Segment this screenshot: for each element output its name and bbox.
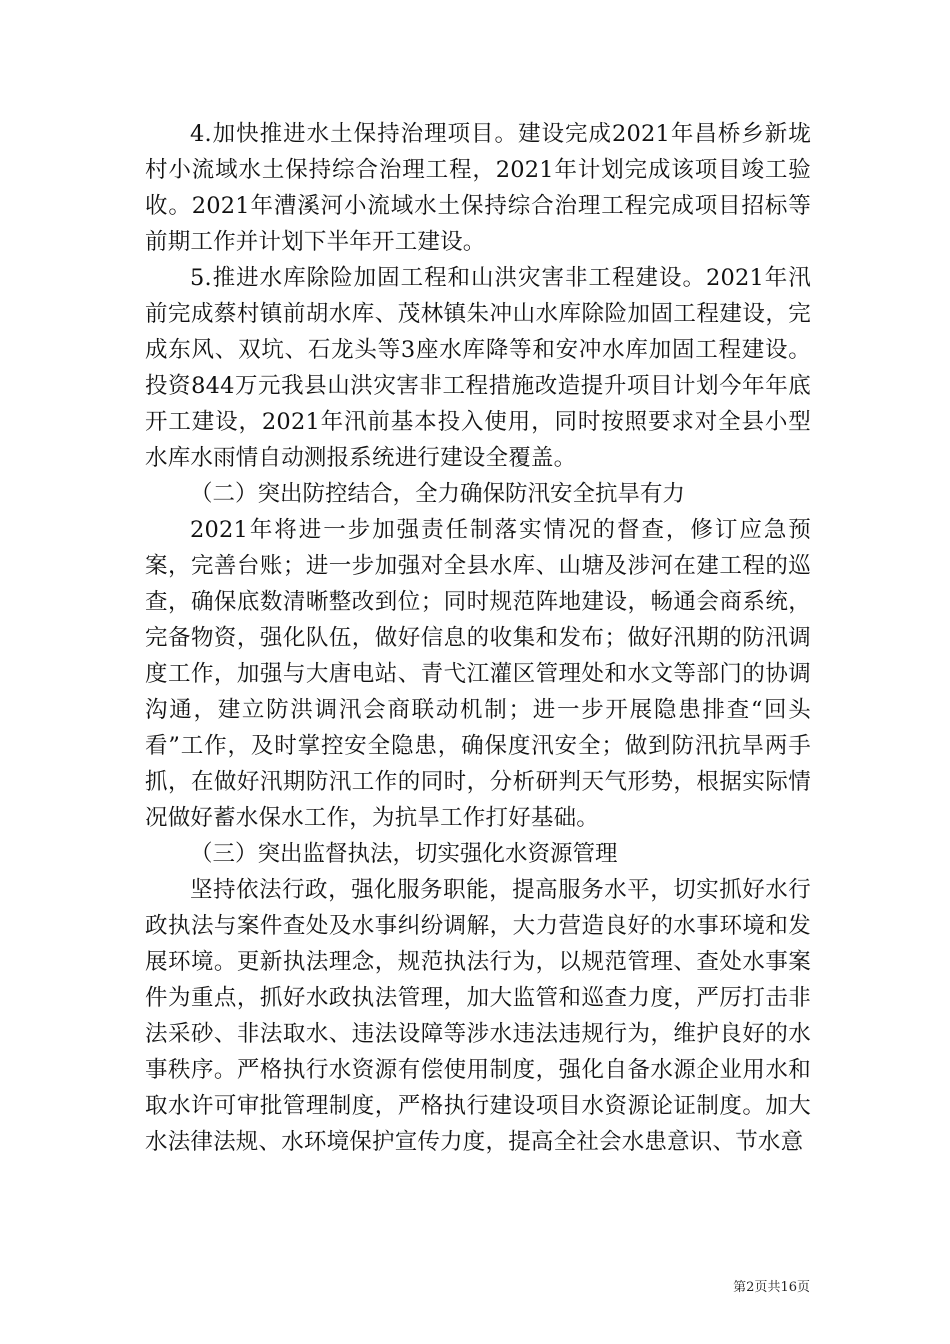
section-heading-3: （三）突出监督执法，切实强化水资源管理 [190,841,618,867]
document-body [145,116,811,1160]
paragraph-water-management: 坚持依法行政，强化服务职能，提高服务水平，切实抓好水行政执法与案件查处及水事纠纷调解，大力营造良好的水事环境和发展环境。更新执法理念，规范执法行为，以规范管理、查处水事案件为重点，抓好水政执法管理，加大监管和巡查力度，严厉打击非法采砂、非法取水、违法设障等涉水违法违规行为，维护良好的水事秩序。严格执行水资源有偿使用制度，强化自备水源企业用水和取水许可审批管理制度，严格执行建设项目水资源论证制度。加大水法律法规、水环境保护宣传力度，提高全社会水患意识、节水意 [145,877,811,1155]
paragraph-flood-control: 2021年将进一步加强责任制落实情况的督查，修订应急预案，完善台账；进一步加强对全县水库、山塘及涉河在建工程的巡查，确保底数清晰整改到位；同时规范阵地建设，畅通会商系统，完备物资，强化队伍，做好信息的收集和发布；做好汛期的防汛调度工作，加强与大唐电站、青弋江灌区管理处和水文等部门的协调沟通，建立防洪调汛会商联动机制；进一步开展隐患排查“回头看”工作，及时掌控安全隐患，确保度汛安全；做到防汛抗旱两手抓，在做好汛期防汛工作的同时，分析研判天气形势，根据实际情况做好蓄水保水工作，为抗旱工作打好基础。 [145,517,811,831]
page-number: 第2页共16页 [733,1280,810,1295]
section-heading-2: （二）突出防控结合，全力确保防汛安全抗旱有力 [190,481,686,507]
paragraph-item-4: 4.加快推进水土保持治理项目。建设完成2021年昌桥乡新垅村小流域水土保持综合治理工程，2021年计划完成该项目竣工验收。2021年漕溪河小流域水土保持综合治理工程完成项目招标等前期工作并计划下半年开工建设。 [145,121,811,255]
paragraph-item-5: 5.推进水库除险加固工程和山洪灾害非工程建设。2021年汛前完成蔡村镇前胡水库、茂林镇朱冲山水库除险加固工程建设，完成东风、双坑、石龙头等3座水库降等和安冲水库加固工程建设。投资844万元我县山洪灾害非工程措施改造提升项目计划今年年底开工建设，2021年汛前基本投入使用，同时按照要求对全县小型水库水雨情自动测报系统进行建设全覆盖。 [145,265,811,471]
